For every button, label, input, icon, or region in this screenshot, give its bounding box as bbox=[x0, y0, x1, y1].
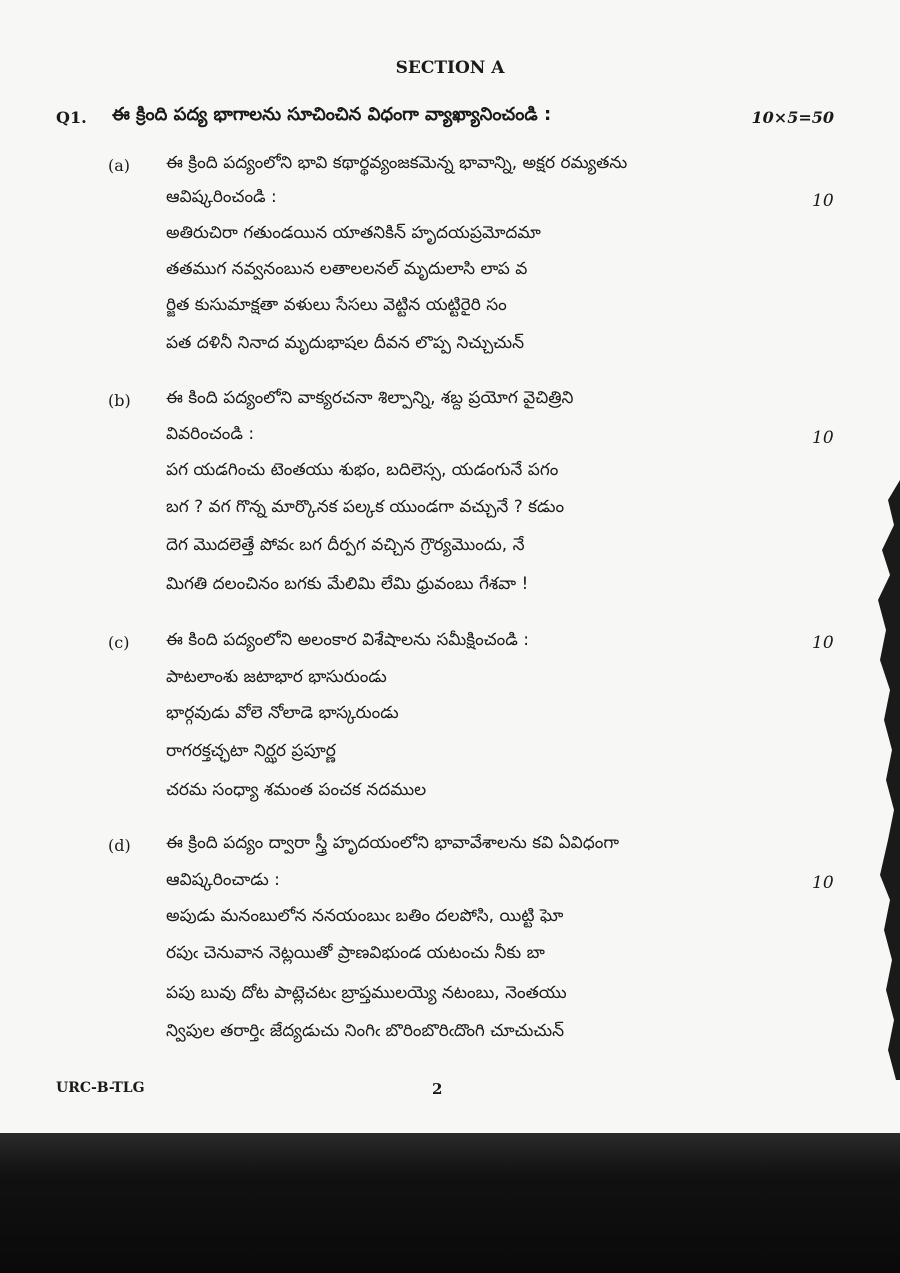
part-d-line: పపు బువు దోట పాట్లెచటఁ బ్రాప్తములయ్యె నటంబు, నెంతయు bbox=[166, 983, 567, 1003]
part-b-line: ఈ కింది పద్యంలోని వాక్యరచనా శిల్పాన్ని, శబ్ద ప్రయోగ వైచిత్రిని bbox=[166, 388, 574, 408]
page-number: 2 bbox=[432, 1080, 443, 1098]
part-d-line: రపుఁ చెనువాన నెట్లయితో ప్రాణవిభుండ యటంచు నీకు బా bbox=[166, 943, 545, 963]
part-d-line: న్విపుల తరార్తిఁ జేద్యడుచు నింగిఁ బొరింబొరిఁదొంగి చూచుచున్ bbox=[166, 1021, 565, 1041]
part-label-a: (a) bbox=[108, 156, 131, 175]
torn-paper-edge bbox=[860, 480, 900, 1080]
part-a-line: ఈ క్రింది పద్యంలోని భావి కథార్థవ్యంజకమెన్న భావాన్ని, అక్షర రమ్యతను bbox=[166, 153, 628, 173]
part-c-line: చరమ సంధ్యా శమంత పంచక నదముల bbox=[166, 780, 427, 800]
question-number: Q1. bbox=[56, 108, 87, 127]
part-a-line: ర్జిత కుసుమాక్షతా వళులు సేసలు వెట్టిన యట్టిరైరి సం bbox=[166, 295, 507, 315]
part-b-line: పగ యడగించు టెంతయు శుభం, బదిలెస్స, యడంగునే పగం bbox=[166, 460, 559, 480]
part-a-line: తతముగ నవ్వనంబున లతాలలనల్ మృదులాసి లాప వ bbox=[166, 259, 528, 279]
paper-code: URC-B-TLG bbox=[56, 1080, 145, 1096]
part-a-line: ఆవిష్కరించండి : bbox=[166, 187, 277, 207]
part-a-line: అతిరుచిరా గతుండయిన యాతనికిన్ హృదయప్రమోదమా bbox=[166, 223, 541, 243]
part-b-line: బగ ? వగ గొన్న మార్కొనక పల్కక యుండగా వచ్చునే ? కడుం bbox=[166, 497, 565, 517]
scanner-background bbox=[0, 1133, 900, 1273]
part-label-d: (d) bbox=[108, 836, 131, 855]
part-c-line: పాటలాంశు జటాభార భాసురుండు bbox=[166, 667, 387, 687]
part-c-line: భార్గవుడు వోలె నోలాడె భాస్కరుండు bbox=[166, 703, 399, 723]
question-marks: 10×5=50 bbox=[751, 108, 834, 127]
part-b-line: దెగ మొదలెత్తే పోవఁ బగ దీర్పగ వచ్చిన గ్రౌర్యమొందు, నే bbox=[166, 535, 525, 555]
part-c-line: రాగరక్తచ్ఛటా నిర్ఝర ప్రపూర్ణ bbox=[166, 741, 336, 761]
part-c-marks: 10 bbox=[812, 633, 834, 653]
part-label-c: (c) bbox=[108, 633, 130, 652]
part-d-marks: 10 bbox=[812, 873, 834, 893]
part-a-line: పత దళినీ నినాద మృదుభాషల దీవన లొప్ప నిచ్చుచున్ bbox=[166, 333, 525, 353]
part-a-marks: 10 bbox=[812, 191, 834, 211]
part-b-line: మిగతి దలంచినం బగకు మేలిమి లేమి ధ్రువంబు గేశవా ! bbox=[166, 574, 529, 594]
part-b-marks: 10 bbox=[812, 428, 834, 448]
part-d-line: ఆవిష్కరించాడు : bbox=[166, 870, 280, 890]
part-label-b: (b) bbox=[108, 391, 131, 410]
part-d-line: ఈ క్రింది పద్యం ద్వారా స్త్రీ హృదయంలోని భావావేశాలను కవి ఏవిధంగా bbox=[166, 833, 620, 853]
part-c-line: ఈ కింది పద్యంలోని అలంకార విశేషాలను సమీక్షించండి : bbox=[166, 630, 530, 650]
section-title: SECTION A bbox=[395, 58, 505, 78]
question-text: ఈ క్రింది పద్య భాగాలను సూచించిన విధంగా వ్యాఖ్యానించండి : bbox=[112, 104, 552, 125]
part-d-line: అపుడు మనంబులోన ననయంబుఁ బతిం దలపోసి, యిట్టి ఘో bbox=[166, 906, 564, 926]
part-b-line: వివరించండి : bbox=[166, 424, 255, 444]
